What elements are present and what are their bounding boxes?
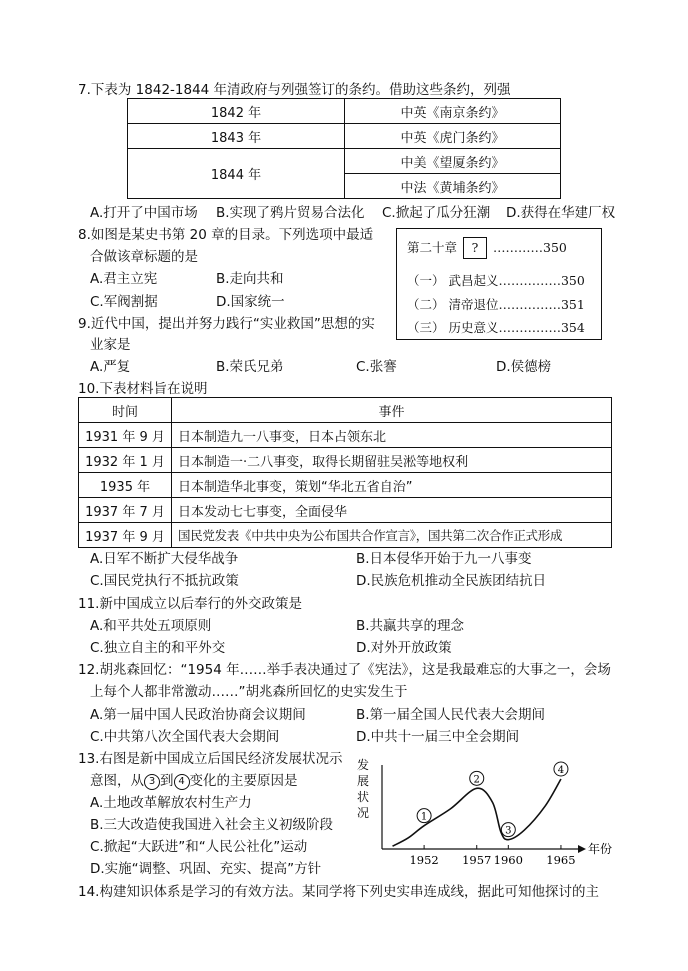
treaty-cell: 中英《南京条约》 — [345, 99, 561, 124]
treaty-cell: 中法《黄埔条约》 — [345, 174, 561, 199]
q10-option-b[interactable]: B.日本侵华开始于九一八事变 — [356, 551, 532, 567]
point-label: 4 — [557, 765, 565, 776]
column-header: 事件 — [172, 398, 612, 423]
q8-stem-line1: 8.如图是某史书第 20 章的目录。下列选项中最适 — [78, 227, 374, 243]
table-of-contents — [396, 228, 602, 340]
year-cell: 1842 年 — [128, 99, 345, 124]
q9-option-d[interactable]: D.侯德榜 — [496, 359, 552, 375]
q8-stem-line2: 合做该章标题的是 — [90, 249, 198, 265]
q8-option-a[interactable]: A.君主立宪 — [90, 271, 158, 287]
event-cell: 日本发动七七事变，全面侵华 — [172, 498, 612, 523]
event-cell: 国民党发表《中共中央为公布国共合作宣言》，国共第二次合作正式形成 — [172, 523, 612, 548]
date-cell: 1932 年 1 月 — [79, 448, 172, 473]
date-cell: 1935 年 — [79, 473, 172, 498]
toc-chapter: 第二十章 — [407, 240, 458, 255]
economy-chart — [355, 755, 625, 870]
q9-option-a[interactable]: A.严复 — [90, 359, 131, 375]
q13-stem-text: 变化的主要原因是 — [189, 773, 298, 789]
treaty-cell: 中美《望厦条约》 — [345, 149, 561, 174]
x-tick-label: 1957 — [462, 853, 492, 867]
year-cell: 1843 年 — [128, 124, 345, 149]
toc-item-label: （三） 历史意义 — [407, 320, 499, 335]
event-cell: 日本制造九一八事变，日本占领东北 — [172, 423, 612, 448]
treaty-cell: 中英《虎门条约》 — [345, 124, 561, 149]
q8-option-c[interactable]: C.军阀割据 — [90, 294, 158, 310]
year-cell: 1844 年 — [128, 149, 345, 199]
q10-option-a[interactable]: A.日军不断扩大侵华战争 — [90, 551, 239, 567]
date-cell: 1937 年 9 月 — [79, 523, 172, 548]
event-table — [78, 397, 612, 548]
q11-stem: 11.新中国成立以后奉行的外交政策是 — [78, 596, 302, 612]
circled-number: 4 — [174, 774, 190, 790]
q12-option-a[interactable]: A.第一届中国人民政治协商会议期间 — [90, 707, 306, 723]
q13-stem-text: 意图，从 — [90, 773, 144, 789]
q13-option-b[interactable]: B.三大改造使我国进入社会主义初级阶段 — [90, 817, 334, 833]
q14-stem: 14.构建知识体系是学习的有效方法。某同学将下列史实串连成线，据此可知他探讨的主 — [78, 884, 599, 900]
toc-item-page: ……………354 — [498, 320, 585, 335]
q7-option-c[interactable]: C.掀起了瓜分狂潮 — [382, 205, 491, 221]
treaty-table — [127, 98, 561, 199]
q13-option-d[interactable]: D.实施“调整、巩固、充实、提高”方针 — [90, 861, 322, 877]
q13-stem-text: 到 — [160, 773, 174, 789]
point-label: 3 — [505, 825, 512, 837]
column-header: 时间 — [79, 398, 172, 423]
point-label: 1 — [420, 811, 428, 823]
y-axis-label-char: 况 — [357, 806, 370, 820]
q7-option-d[interactable]: D.获得在华建厂权 — [506, 205, 616, 221]
y-axis-label-char: 发 — [357, 758, 370, 772]
q9-option-c[interactable]: C.张謇 — [356, 359, 397, 375]
q8-option-b[interactable]: B.走向共和 — [216, 271, 284, 287]
q12-option-b[interactable]: B.第一届全国人民代表大会期间 — [356, 707, 546, 723]
q11-option-c[interactable]: C.独立自主的和平外交 — [90, 640, 226, 656]
x-axis-label: 年份 — [588, 842, 613, 856]
q9-option-b[interactable]: B.荣氏兄弟 — [216, 359, 284, 375]
event-cell: 日本制造华北事变，策划“华北五省自治” — [172, 473, 612, 498]
date-cell: 1937 年 7 月 — [79, 498, 172, 523]
x-tick-label: 1960 — [493, 853, 523, 867]
toc-item-page: ……………350 — [498, 273, 585, 288]
circled-number: 3 — [144, 774, 160, 790]
q11-option-b[interactable]: B.共赢共享的理念 — [356, 618, 465, 634]
x-tick-label: 1965 — [546, 853, 576, 867]
toc-item-label: （一） 武昌起义 — [407, 273, 499, 288]
y-axis-label-char: 展 — [357, 774, 370, 788]
q12-option-c[interactable]: C.中共第八次全国代表大会期间 — [90, 729, 280, 745]
toc-question-mark: ? — [463, 237, 487, 259]
x-tick-label: 1952 — [409, 853, 439, 867]
q9-stem-line1: 9.近代中国，提出并努力践行“实业救国”思想的实 — [78, 316, 375, 332]
q13-stem-line1: 13.右图是新中国成立后国民经济发展状况示 — [78, 751, 343, 767]
q12-stem-line1: 12.胡兆森回忆：“1954 年……举手表决通过了《宪法》，这是我最难忘的大事之一，会场 — [78, 662, 611, 678]
q13-stem-line2 — [90, 769, 298, 790]
q11-option-a[interactable]: A.和平共处五项原则 — [90, 618, 212, 634]
q7-option-b[interactable]: B.实现了鸦片贸易合法化 — [216, 205, 365, 221]
q13-option-c[interactable]: C.掀起“大跃进”和“人民公社化”运动 — [90, 839, 308, 855]
q10-stem: 10.下表材料旨在说明 — [78, 381, 208, 397]
toc-item-page: ……………351 — [498, 297, 585, 312]
q10-option-d[interactable]: D.民族危机推动全民族团结抗日 — [356, 573, 547, 589]
q8-option-d[interactable]: D.国家统一 — [216, 294, 285, 310]
toc-chapter-page: …………350 — [493, 240, 567, 255]
q7-option-a[interactable]: A.打开了中国市场 — [90, 205, 198, 221]
date-cell: 1931 年 9 月 — [79, 423, 172, 448]
q12-stem-line2: 上每个人都非常激动……”胡兆森所回忆的史实发生于 — [90, 684, 408, 700]
point-label: 2 — [473, 774, 480, 786]
y-axis-label-char: 状 — [357, 790, 370, 804]
q9-stem-line2: 业家是 — [90, 337, 131, 353]
q11-option-d[interactable]: D.对外开放政策 — [356, 640, 452, 656]
q12-option-d[interactable]: D.中共十一届三中全会期间 — [356, 729, 520, 745]
q7-stem: 7.下表为 1842-1844 年清政府与列强签订的条约。借助这些条约，列强 — [78, 82, 511, 98]
q13-option-a[interactable]: A.土地改革解放农村生产力 — [90, 795, 252, 811]
x-axis-arrow — [578, 845, 586, 853]
toc-item-label: （二） 清帝退位 — [407, 297, 499, 312]
q10-option-c[interactable]: C.国民党执行不抵抗政策 — [90, 573, 239, 589]
event-cell: 日本制造一·二八事变，取得长期留驻吴淞等地权利 — [172, 448, 612, 473]
